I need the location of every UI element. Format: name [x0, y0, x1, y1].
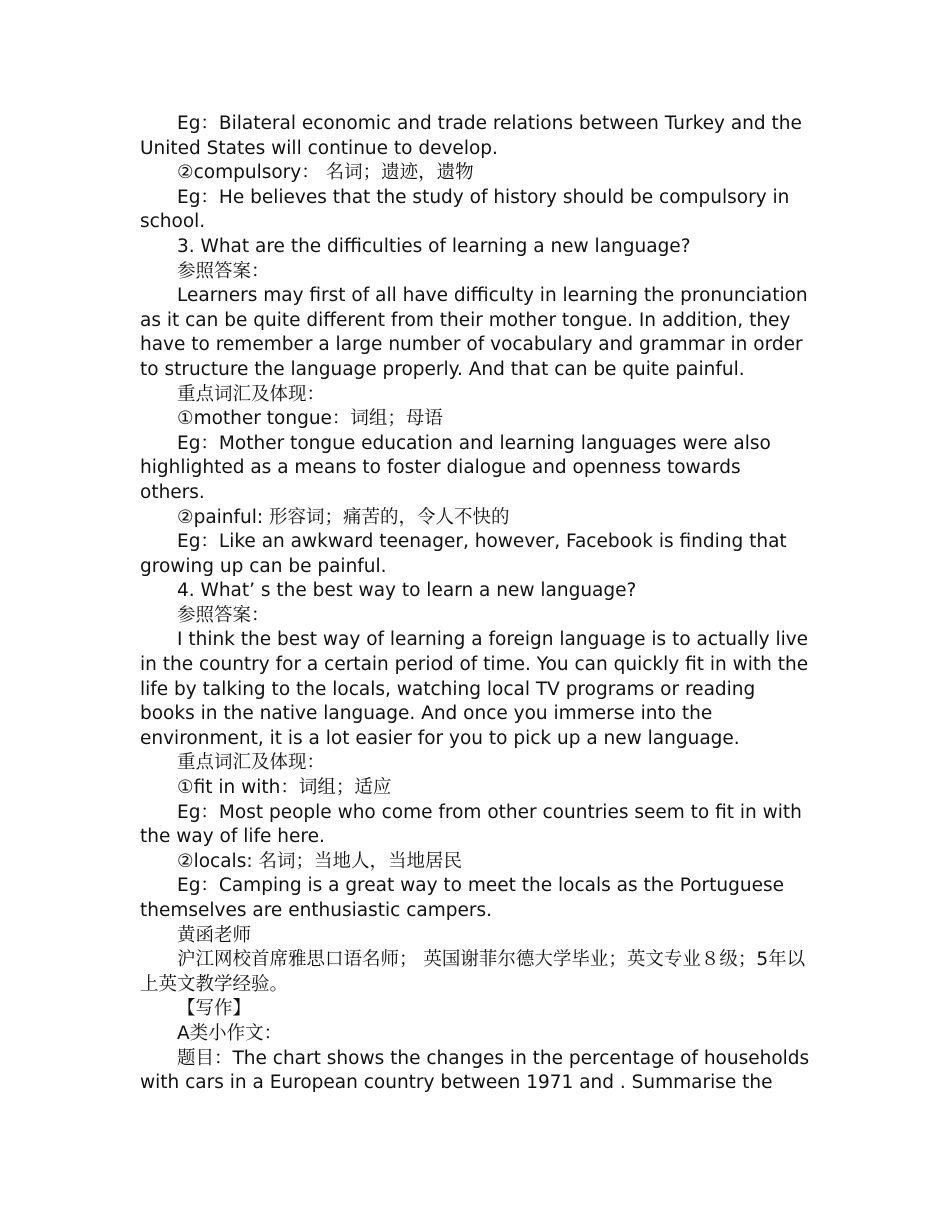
example-sentence: Eg：Mother tongue education and learning languages were also highlighted as a means to foster dialogue and openness towards others. — [140, 432, 771, 503]
example-sentence: Eg：Camping is a great way to meet the locals as the Portuguese themselves are enthusiastic campers. — [140, 875, 785, 921]
vocab-item: ①mother tongue：词组；母语 — [177, 408, 443, 430]
vocab-heading: 重点词汇及体现： — [177, 383, 326, 405]
question-heading: 4. What’ s the best way to learn a new language? — [177, 580, 637, 602]
vocab-item: ②painful: 形容词；痛苦的，令人不快的 — [177, 506, 510, 528]
subsection-heading: A类小作文： — [177, 1022, 283, 1044]
answer-label: 参照答案： — [177, 260, 270, 282]
example-sentence: Eg：He believes that the study of history should be compulsory in school. — [140, 186, 790, 233]
example-sentence: Eg：Like an awkward teenager, however, Facebook is finding that growing up can be painful. — [140, 531, 787, 577]
example-sentence: Eg：Most people who come from other countries seem to fit in with the way of life here. — [140, 801, 802, 848]
vocab-item: ②compulsory： 名词；遗迹，遗物 — [177, 162, 474, 184]
section-heading: 【写作】 — [177, 998, 252, 1020]
teacher-bio: 沪江网校首席雅思口语名师； 英国谢菲尔德大学毕业；英文专业８级；5年以上英文教学经验。 — [140, 949, 806, 995]
vocab-heading: 重点词汇及体现： — [177, 752, 326, 774]
answer-label: 参照答案： — [177, 604, 270, 626]
question-heading: 3. What are the difficulties of learning a new language? — [177, 235, 691, 257]
teacher-name: 黄函老师 — [177, 924, 252, 946]
task-prompt: 题目：The chart shows the changes in the percentage of households with cars in a European country between 1971 and . Summarise the — [140, 1047, 810, 1094]
answer-paragraph: I think the best way of learning a foreign language is to actually live in the country for a certain period of time. You can quickly fit in with the life by talking to the locals, watching local TV programs or reading books in the native language. And once you immerse into the environment, it is a lot easier for you to pick up a new language. — [140, 629, 809, 749]
answer-paragraph: Learners may first of all have difficulty in learning the pronunciation as it can be quite different from their mother tongue. In addition, they have to remember a large number of vocabulary and grammar in order to structure the language properly. And that can be quite painful. — [140, 285, 808, 380]
vocab-item: ①fit in with：词组；适应 — [177, 777, 392, 799]
example-sentence: Eg：Bilateral economic and trade relations between Turkey and the United States will continue to develop. — [140, 113, 802, 159]
document-body — [140, 112, 810, 1096]
vocab-item: ②locals: 名词；当地人，当地居民 — [177, 850, 462, 872]
